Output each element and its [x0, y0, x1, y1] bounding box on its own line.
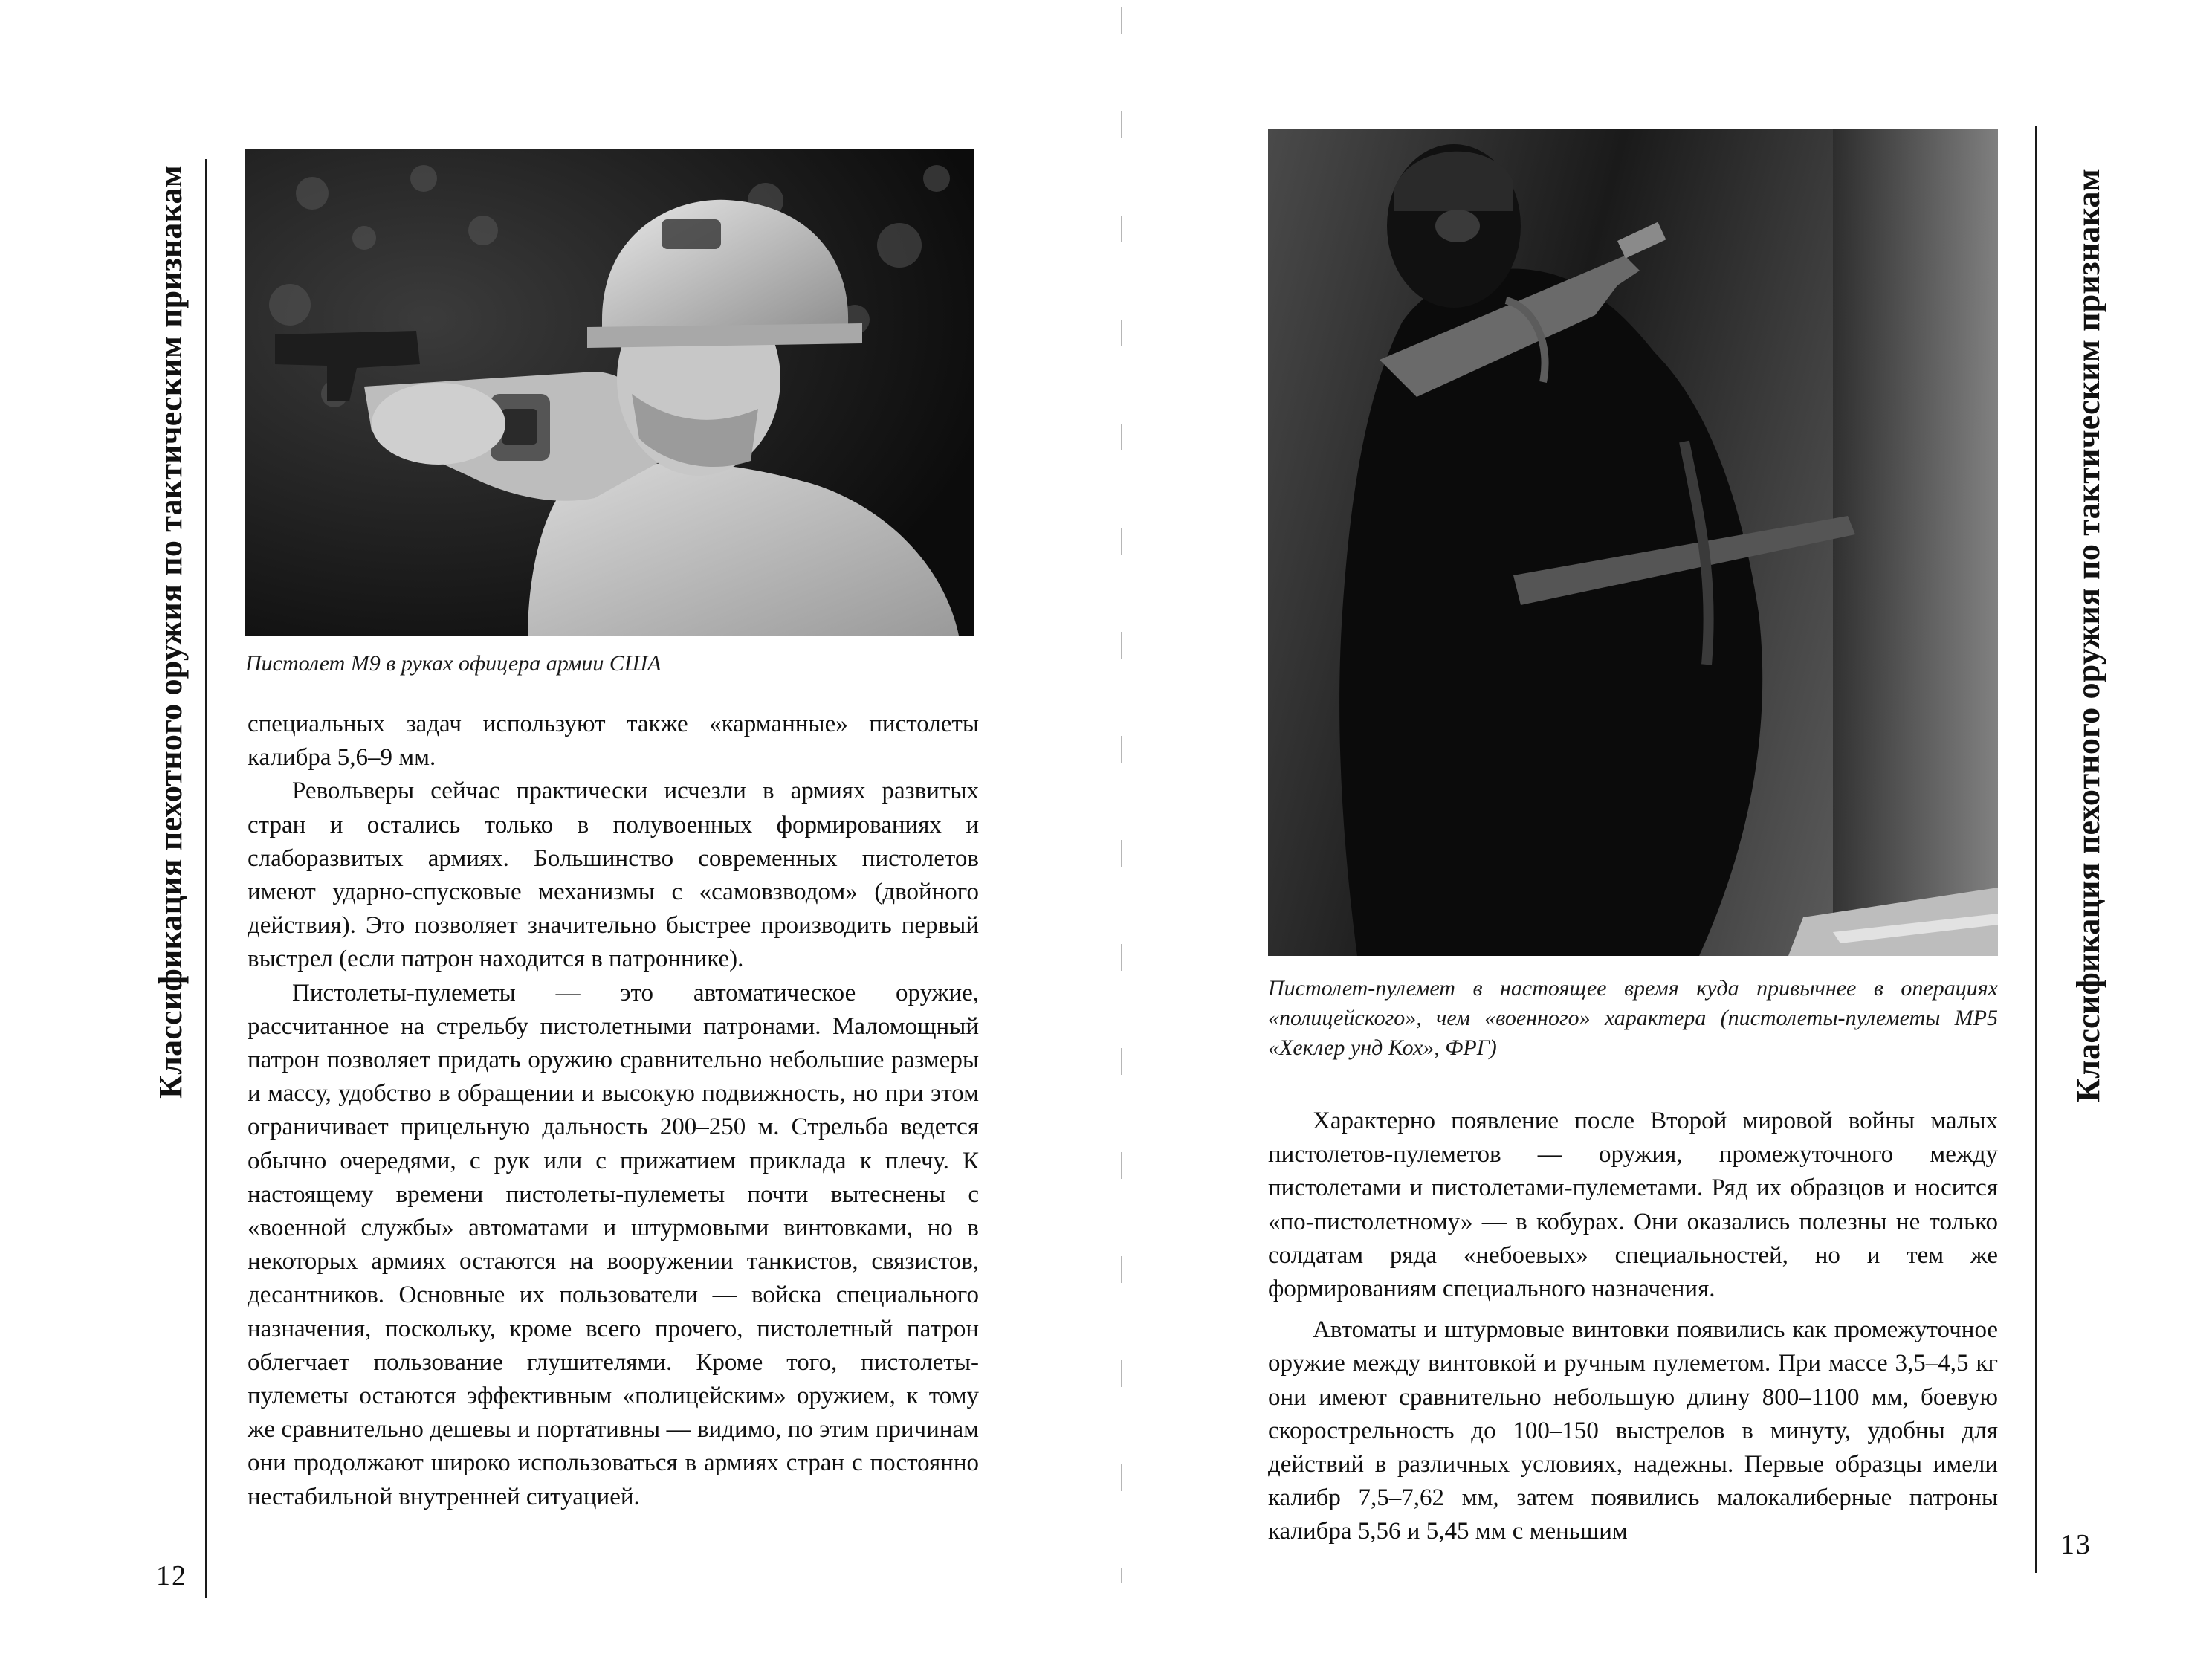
right-photo-caption: Пистолет-пулемет в настоящее время куда привычнее в операциях «полицейского», чем «военного» характера (пистолеты-пулеметы МР5 «Хеклер унд Кох», ФРГ): [1268, 976, 1998, 1060]
left-running-head: Классификация пехотного оружия по тактическим признакам: [152, 165, 189, 1099]
left-paragraph-3: Пистолеты-пулеметы — это автоматическое оружие, рассчитанное на стрельбу пистолетными патронами. Маломощный патрон позволяет придать оружию сравнительно небольшие размеры и массу, удобство в обращении и высокую подвижность, но при этом ограничивает прицельную дальность 200–250 м. Стрельба ведется обычно очередями, с рук или с прижатием приклада к плечу. К настоящему времени пистолеты-пулеметы почти вытеснены с «военной службы» автоматами и штурмовыми винтовками, но в некоторых армиях остаются на вооружении танкистов, связистов, десантников. Основные их пользователи — войска специального назначения, поскольку, кроме всего прочего, пистолетный патрон облегчает пользование глушителями. Кроме того, пистолеты-пулеметы остаются эффективным «полицейским» оружием, к тому же сравнительно дешевы и портативны — видимо, по этим причинам они продолжают широко использоваться в армиях стран с постоянно нестабильной внутренней ситуацией.: [248, 979, 979, 1510]
officer-with-pistol-photo: [245, 149, 974, 636]
right-running-head: Классификация пехотного оружия по тактическим признакам: [2070, 169, 2106, 1102]
binding-gutter: [1121, 7, 1122, 1583]
left-paragraph-2: Револьверы сейчас практически исчезли в армиях развитых стран и остались только в полувоенных формированиях и слаборазвитых армиях. Большинство современных пистолетов имеют ударно-спусковые механизмы с «самовзводом» (двойного действия). Это позволяет значительно быстрее производить первый выстрел (если патрон находится в патроннике).: [248, 778, 979, 973]
right-head-rule: [2035, 126, 2037, 1573]
operator-photo-art: [1268, 129, 1998, 956]
left-paragraph-1: специальных задач используют также «карманные» пистолеты калибра 5,6–9 мм.: [248, 711, 979, 772]
officer-photo-art: [245, 149, 974, 636]
right-body-text: [1268, 1105, 1998, 1549]
right-page-number: 13: [2060, 1529, 2092, 1560]
left-photo-caption: Пистолет М9 в руках офицера армии США: [245, 651, 662, 676]
left-body-text: [248, 708, 979, 1514]
left-head-rule: [205, 159, 207, 1598]
right-paragraph-1: Характерно появление после Второй мировой войны малых пистолетов-пулеметов — оружия, промежуточного между пистолетами и пистолетами-пулеметами. Ряд их образцов и носится «по-пистолетному» — в кобурах. Они оказались полезны не только солдатам ряда «небоевых» специальностей, но и тем же формированиям специального назначения.: [1268, 1108, 1998, 1303]
submachine-gun-operator-photo: [1268, 129, 1998, 956]
left-page-number: 12: [156, 1560, 187, 1591]
right-paragraph-2: Автоматы и штурмовые винтовки появились как промежуточное оружие между винтовкой и ручным пулеметом. При массе 3,5–4,5 кг они имеют сравнительно небольшую длину 800–1100 мм, боевую скорострельность до 100–150 выстрелов в минуту, удобны для действий в различных условиях, надежны. Первые образцы имели калибр 7,5–7,62 мм, затем появились малокалиберные патроны калибра 5,56 и 5,45 мм с меньшим: [1268, 1316, 1998, 1545]
